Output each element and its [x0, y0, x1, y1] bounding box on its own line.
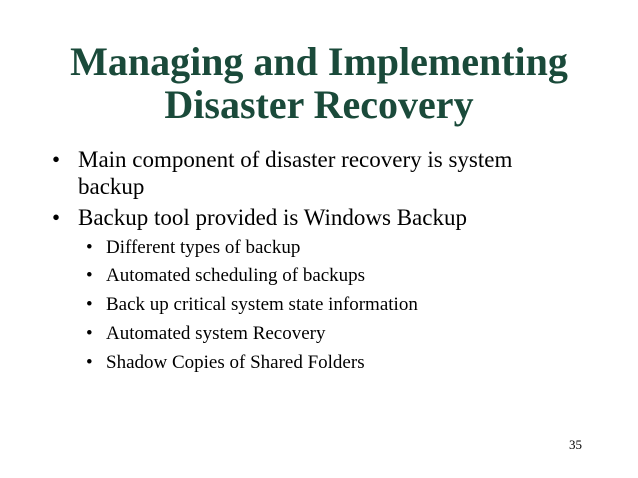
sub-bullet-item	[86, 294, 546, 316]
bullet-dot-icon: •	[52, 205, 61, 230]
bullet-item	[52, 146, 548, 200]
sub-bullet-dot-icon: •	[86, 265, 93, 286]
sub-bullet-dot-icon: •	[86, 323, 93, 344]
sub-bullet-item	[86, 237, 546, 259]
sub-bullet-dot-icon: •	[86, 294, 93, 315]
title-line-1: Managing and Implementing	[70, 39, 568, 84]
sub-bullet-text: Shadow Copies of Shared Folders	[106, 352, 365, 373]
bullet-dot-icon: •	[52, 147, 61, 172]
sub-bullet-dot-icon: •	[86, 237, 93, 258]
sub-bullet-text: Back up critical system state information	[106, 294, 418, 315]
title-line-2: Disaster Recovery	[164, 82, 474, 127]
bullet-text: Main component of disaster recovery is system backup	[78, 147, 513, 199]
bullet-text: Backup tool provided is Windows Backup	[78, 205, 467, 230]
sub-bullet-item	[86, 352, 546, 374]
page-number: 35	[569, 437, 582, 452]
sub-bullet-dot-icon: •	[86, 352, 93, 373]
bullet-item	[52, 204, 548, 231]
sub-bullet-item	[86, 265, 546, 287]
sub-bullet-text: Automated system Recovery	[106, 323, 326, 344]
sub-bullet-text: Automated scheduling of backups	[106, 265, 366, 286]
sub-bullet-text: Different types of backup	[106, 237, 301, 258]
sub-bullet-item	[86, 323, 546, 345]
